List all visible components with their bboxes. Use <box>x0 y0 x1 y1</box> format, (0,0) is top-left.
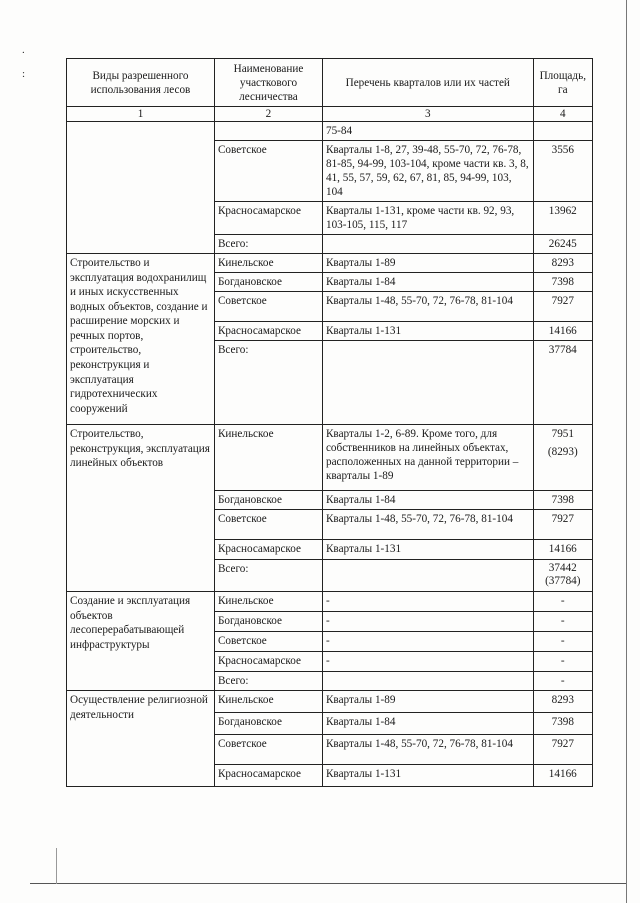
area-cell: - <box>533 632 592 652</box>
quarters-cell: Кварталы 1-8, 27, 39-48, 55-70, 72, 76-78, 81-85, 94-99, 103-104, кроме части кв. 3, 8, 41, 55, 57, 59, 62, 67, 81, 85, 94-99, 103, 104 <box>322 141 533 202</box>
quarters-cell: Кварталы 1-131 <box>322 765 533 787</box>
area-cell: - <box>533 592 592 612</box>
quarters-cell: Кварталы 1-89 <box>322 691 533 713</box>
area-value-alt: (8293) <box>547 446 578 458</box>
forestry-cell: Всего: <box>214 672 322 691</box>
area-cell <box>533 122 592 141</box>
forestry-cell: Советское <box>214 632 322 652</box>
forestry-cell: Всего: <box>214 235 322 254</box>
area-cell: 8293 <box>533 691 592 713</box>
quarters-cell: Кварталы 1-2, 6-89. Кроме того, для собственников на линейных объектах, расположенных на данной территории – кварталы 1-89 <box>322 425 533 491</box>
area-cell: 7927 <box>533 292 592 322</box>
forestry-cell: Всего: <box>214 560 322 592</box>
forestry-cell: Кинельское <box>214 691 322 713</box>
area-cell: - <box>533 612 592 632</box>
quarters-cell: Кварталы 1-131 <box>322 540 533 560</box>
header-row <box>67 59 593 107</box>
forestry-cell: Красносамарское <box>214 652 322 672</box>
forestry-cell: Советское <box>214 510 322 540</box>
area-cell: 7398 <box>533 713 592 735</box>
area-cell: - <box>533 672 592 691</box>
area-cell <box>533 560 592 592</box>
quarters-cell: Кварталы 1-89 <box>322 254 533 273</box>
area-cell: 14166 <box>533 765 592 787</box>
area-cell: 13962 <box>533 202 592 235</box>
forestry-cell: Красносамарское <box>214 540 322 560</box>
header-use-type: Виды разрешенного использования лесов <box>67 59 215 107</box>
table-row <box>67 254 593 273</box>
column-number-2: 2 <box>214 107 322 122</box>
forest-use-table <box>66 58 593 787</box>
forestry-cell: Богдановское <box>214 491 322 510</box>
page-edge-left <box>56 848 57 884</box>
area-cell <box>533 425 592 491</box>
area-cell: 7927 <box>533 510 592 540</box>
forestry-cell: Кинельское <box>214 254 322 273</box>
table-row <box>67 691 593 713</box>
quarters-cell: Кварталы 1-131, кроме части кв. 92, 93, 103-105, 115, 117 <box>322 202 533 235</box>
area-cell: 3556 <box>533 141 592 202</box>
page-edge-right <box>626 0 627 903</box>
column-number-1: 1 <box>67 107 215 122</box>
forestry-cell: Богдановское <box>214 713 322 735</box>
quarters-cell: Кварталы 1-48, 55-70, 72, 76-78, 81-104 <box>322 735 533 765</box>
area-cell: 7398 <box>533 491 592 510</box>
column-number-row <box>67 107 593 122</box>
forestry-cell: Кинельское <box>214 592 322 612</box>
quarters-cell <box>322 341 533 425</box>
table-row <box>67 592 593 612</box>
quarters-cell: Кварталы 1-131 <box>322 322 533 341</box>
quarters-cell: - <box>322 612 533 632</box>
use-type-cell: Строительство и эксплуатация водохранилищ и иных искусственных водных объектов, создание и расширение морских и речных портов, строительство, реконструкция и эксплуатация гидротехнических сооружений <box>67 254 215 425</box>
quarters-cell: Кварталы 1-48, 55-70, 72, 76-78, 81-104 <box>322 292 533 322</box>
use-type-cell: Строительство, реконструкция, эксплуатация линейных объектов <box>67 425 215 592</box>
use-type-cell: Создание и эксплуатация объектов лесоперерабатывающей инфраструктуры <box>67 592 215 691</box>
quarters-cell <box>322 672 533 691</box>
area-value-alt: (37784) <box>545 574 581 587</box>
quarters-cell: Кварталы 1-84 <box>322 273 533 292</box>
margin-marks: . : <box>22 44 26 80</box>
quarters-cell: - <box>322 652 533 672</box>
area-cell: 14166 <box>533 540 592 560</box>
quarters-cell: Кварталы 1-84 <box>322 491 533 510</box>
quarters-cell: Кварталы 1-48, 55-70, 72, 76-78, 81-104 <box>322 510 533 540</box>
forestry-cell: Красносамарское <box>214 202 322 235</box>
forestry-cell: Кинельское <box>214 425 322 491</box>
table-row <box>67 122 593 141</box>
area-cell: 7927 <box>533 735 592 765</box>
area-value: 37442 <box>548 562 577 574</box>
header-quarters: Перечень кварталов или их частей <box>322 59 533 107</box>
quarters-cell: - <box>322 592 533 612</box>
area-cell: 8293 <box>533 254 592 273</box>
quarters-cell: Кварталы 1-84 <box>322 713 533 735</box>
forestry-cell: Богдановское <box>214 273 322 292</box>
area-cell: 14166 <box>533 322 592 341</box>
column-number-4: 4 <box>533 107 592 122</box>
forestry-cell: Красносамарское <box>214 765 322 787</box>
table-row <box>67 425 593 491</box>
use-type-cell <box>67 122 215 254</box>
area-cell: 37784 <box>533 341 592 425</box>
area-cell: - <box>533 652 592 672</box>
forestry-cell: Советское <box>214 292 322 322</box>
forestry-cell: Всего: <box>214 341 322 425</box>
column-number-3: 3 <box>322 107 533 122</box>
area-cell: 26245 <box>533 235 592 254</box>
use-type-cell: Осуществление религиозной деятельности <box>67 691 215 787</box>
quarters-cell <box>322 235 533 254</box>
forestry-cell: Красносамарское <box>214 322 322 341</box>
area-cell: 7398 <box>533 273 592 292</box>
header-area: Площадь, га <box>533 59 592 107</box>
header-forestry: Наименование участкового лесничества <box>214 59 322 107</box>
forestry-cell: Советское <box>214 141 322 202</box>
quarters-cell <box>322 560 533 592</box>
forestry-cell: Советское <box>214 735 322 765</box>
forestry-cell <box>214 122 322 141</box>
quarters-cell: 75-84 <box>322 122 533 141</box>
area-value: 7951 <box>551 428 574 440</box>
quarters-cell: - <box>322 632 533 652</box>
forestry-cell: Богдановское <box>214 612 322 632</box>
page-edge-bottom <box>30 883 626 884</box>
